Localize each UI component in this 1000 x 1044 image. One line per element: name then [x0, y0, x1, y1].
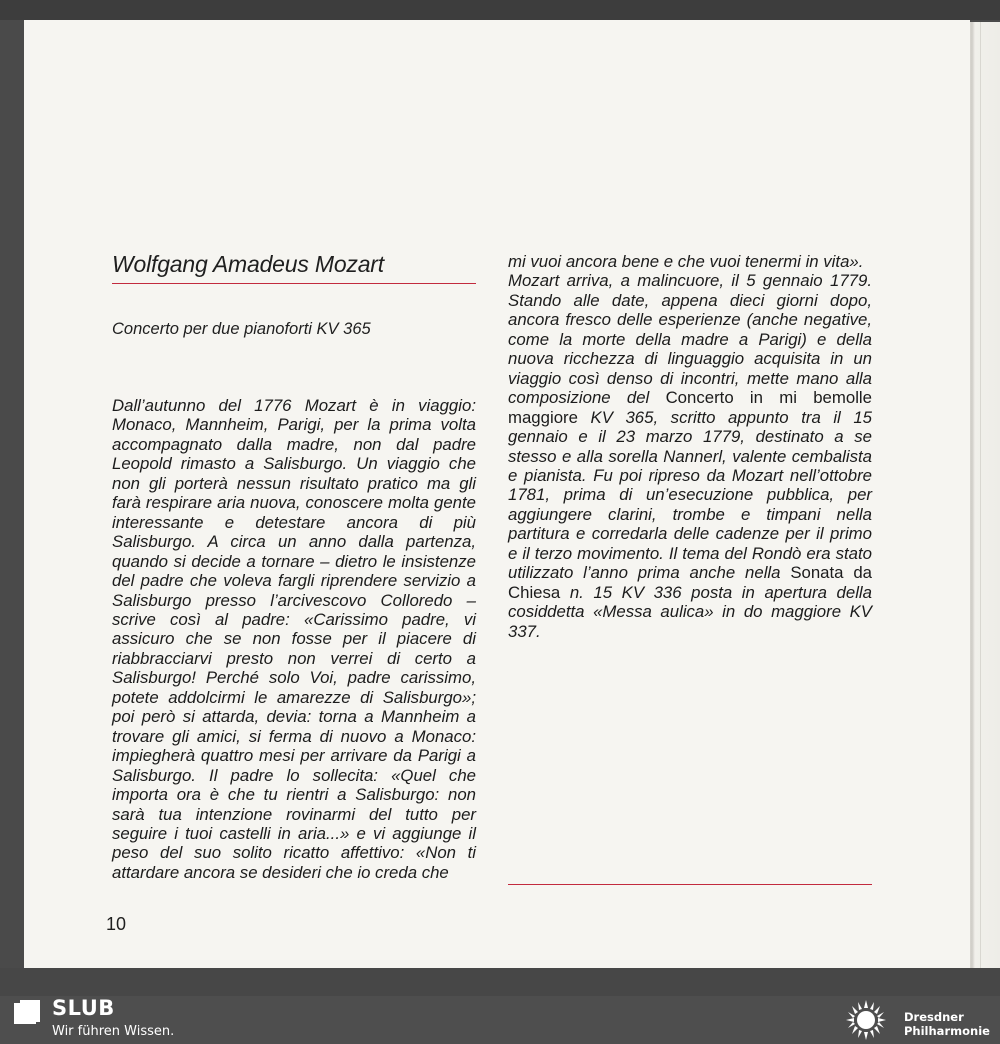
page-title: Wolfgang Amadeus Mozart: [112, 251, 384, 277]
slub-tagline: Wir führen Wissen.: [52, 1024, 175, 1039]
orchestra-name-line-1[interactable]: Dresdner: [904, 1010, 964, 1024]
orchestra-name-line-2[interactable]: Philharmonie: [904, 1024, 990, 1038]
scan-background-bottom: [0, 968, 1000, 996]
body-text-right-column: [508, 252, 872, 641]
next-page-edge: [970, 22, 1000, 968]
slub-library-name[interactable]: SLUB: [52, 996, 115, 1020]
column-end-rule: [508, 884, 872, 885]
work-title-concerto: Concerto in mi bemolle maggiore: [508, 388, 872, 427]
body-text-left-column: Dall’autunno del 1776 Mozart è in viaggio: Monaco, Mannheim, Parigi, per la prima volta accompagnato dalla madre, non dal padre Leopold rimasto a Salisburgo. Un viaggio che non gli porterà nessun risultato pratico ma gli farà respirare aria nuova, conoscere molta gente interessante e detestare ancora di più Salisburgo. A circa un anno dalla partenza, quando si decide a tornare – dietro le insistenze del padre che voleva fargli riprendere servizio a Salisburgo presso l’arcivescovo Colloredo – scrive così al padre: «Carissimo padre, vi assicuro che se non fosse per il piacere di riabbracciarvi presto non verrei di certo a Salisburgo! Perché solo Voi, padre carissimo, potete addolcirmi le amarezze di Salisburgo»; poi però si attarda, devia: torna a Mannheim a trovare gli amici, si ferma di nuovo a Monaco: impiegherà quattro mesi per arrivare da Parigi a Salisburgo. Il padre lo sollecita: «Quel che importa ora è che tu rientri a Salisburgo: non sarà tua intenzione rovinarmi del tutto per seguire i tuoi castelli in aria...» e vi aggiunge il peso del suo solito ricatto affettivo: «Non ti attardare ancora se desideri che io creda che: [112, 396, 476, 882]
scan-background-top: [0, 0, 1000, 20]
title-underline: [112, 283, 476, 284]
dresdner-philharmonie-sun-icon[interactable]: [838, 996, 894, 1044]
body-right-paragraph-2e: n. 15 KV 336 posta in apertura della cosiddetta «Messa aulica» in do maggiore KV 337.: [508, 582, 872, 641]
body-right-paragraph-1: mi vuoi ancora bene e che vuoi tenermi in vita».: [508, 252, 864, 271]
body-right-paragraph-2c: KV 365, scritto appunto tra il 15 gennaio e il 23 marzo 1779, destinato a se stesso e alla sorella Nannerl, valente cembalista e pianista. Fu poi ripreso da Mozart nell’ottobre 1781, prima di un’esecuzione pubblica, per aggiungere clarini, trombe e timpani nella partitura e corredarla delle cadenze per il primo e il terzo movimento. Il tema del Rondò era stato utilizzato l’anno prima anche nella: [508, 407, 872, 583]
page-subtitle: Concerto per due pianoforti KV 365: [112, 320, 371, 338]
work-title-sonata: Sonata da Chiesa: [508, 563, 872, 602]
page-number: 10: [106, 914, 127, 934]
slub-book-icon[interactable]: [12, 1000, 42, 1026]
body-right-paragraph-2a: Mozart arriva, a malincuore, il 5 gennaio 1779. Stando alle date, appena dieci giorni dopo, ancora fresco delle esperienze (anche negative, come la morte della madre a Parigi) e della nuova ricchezza di linguaggio acquisita in un viaggio così denso di incontri, mette mano alla composizione del: [508, 271, 872, 408]
